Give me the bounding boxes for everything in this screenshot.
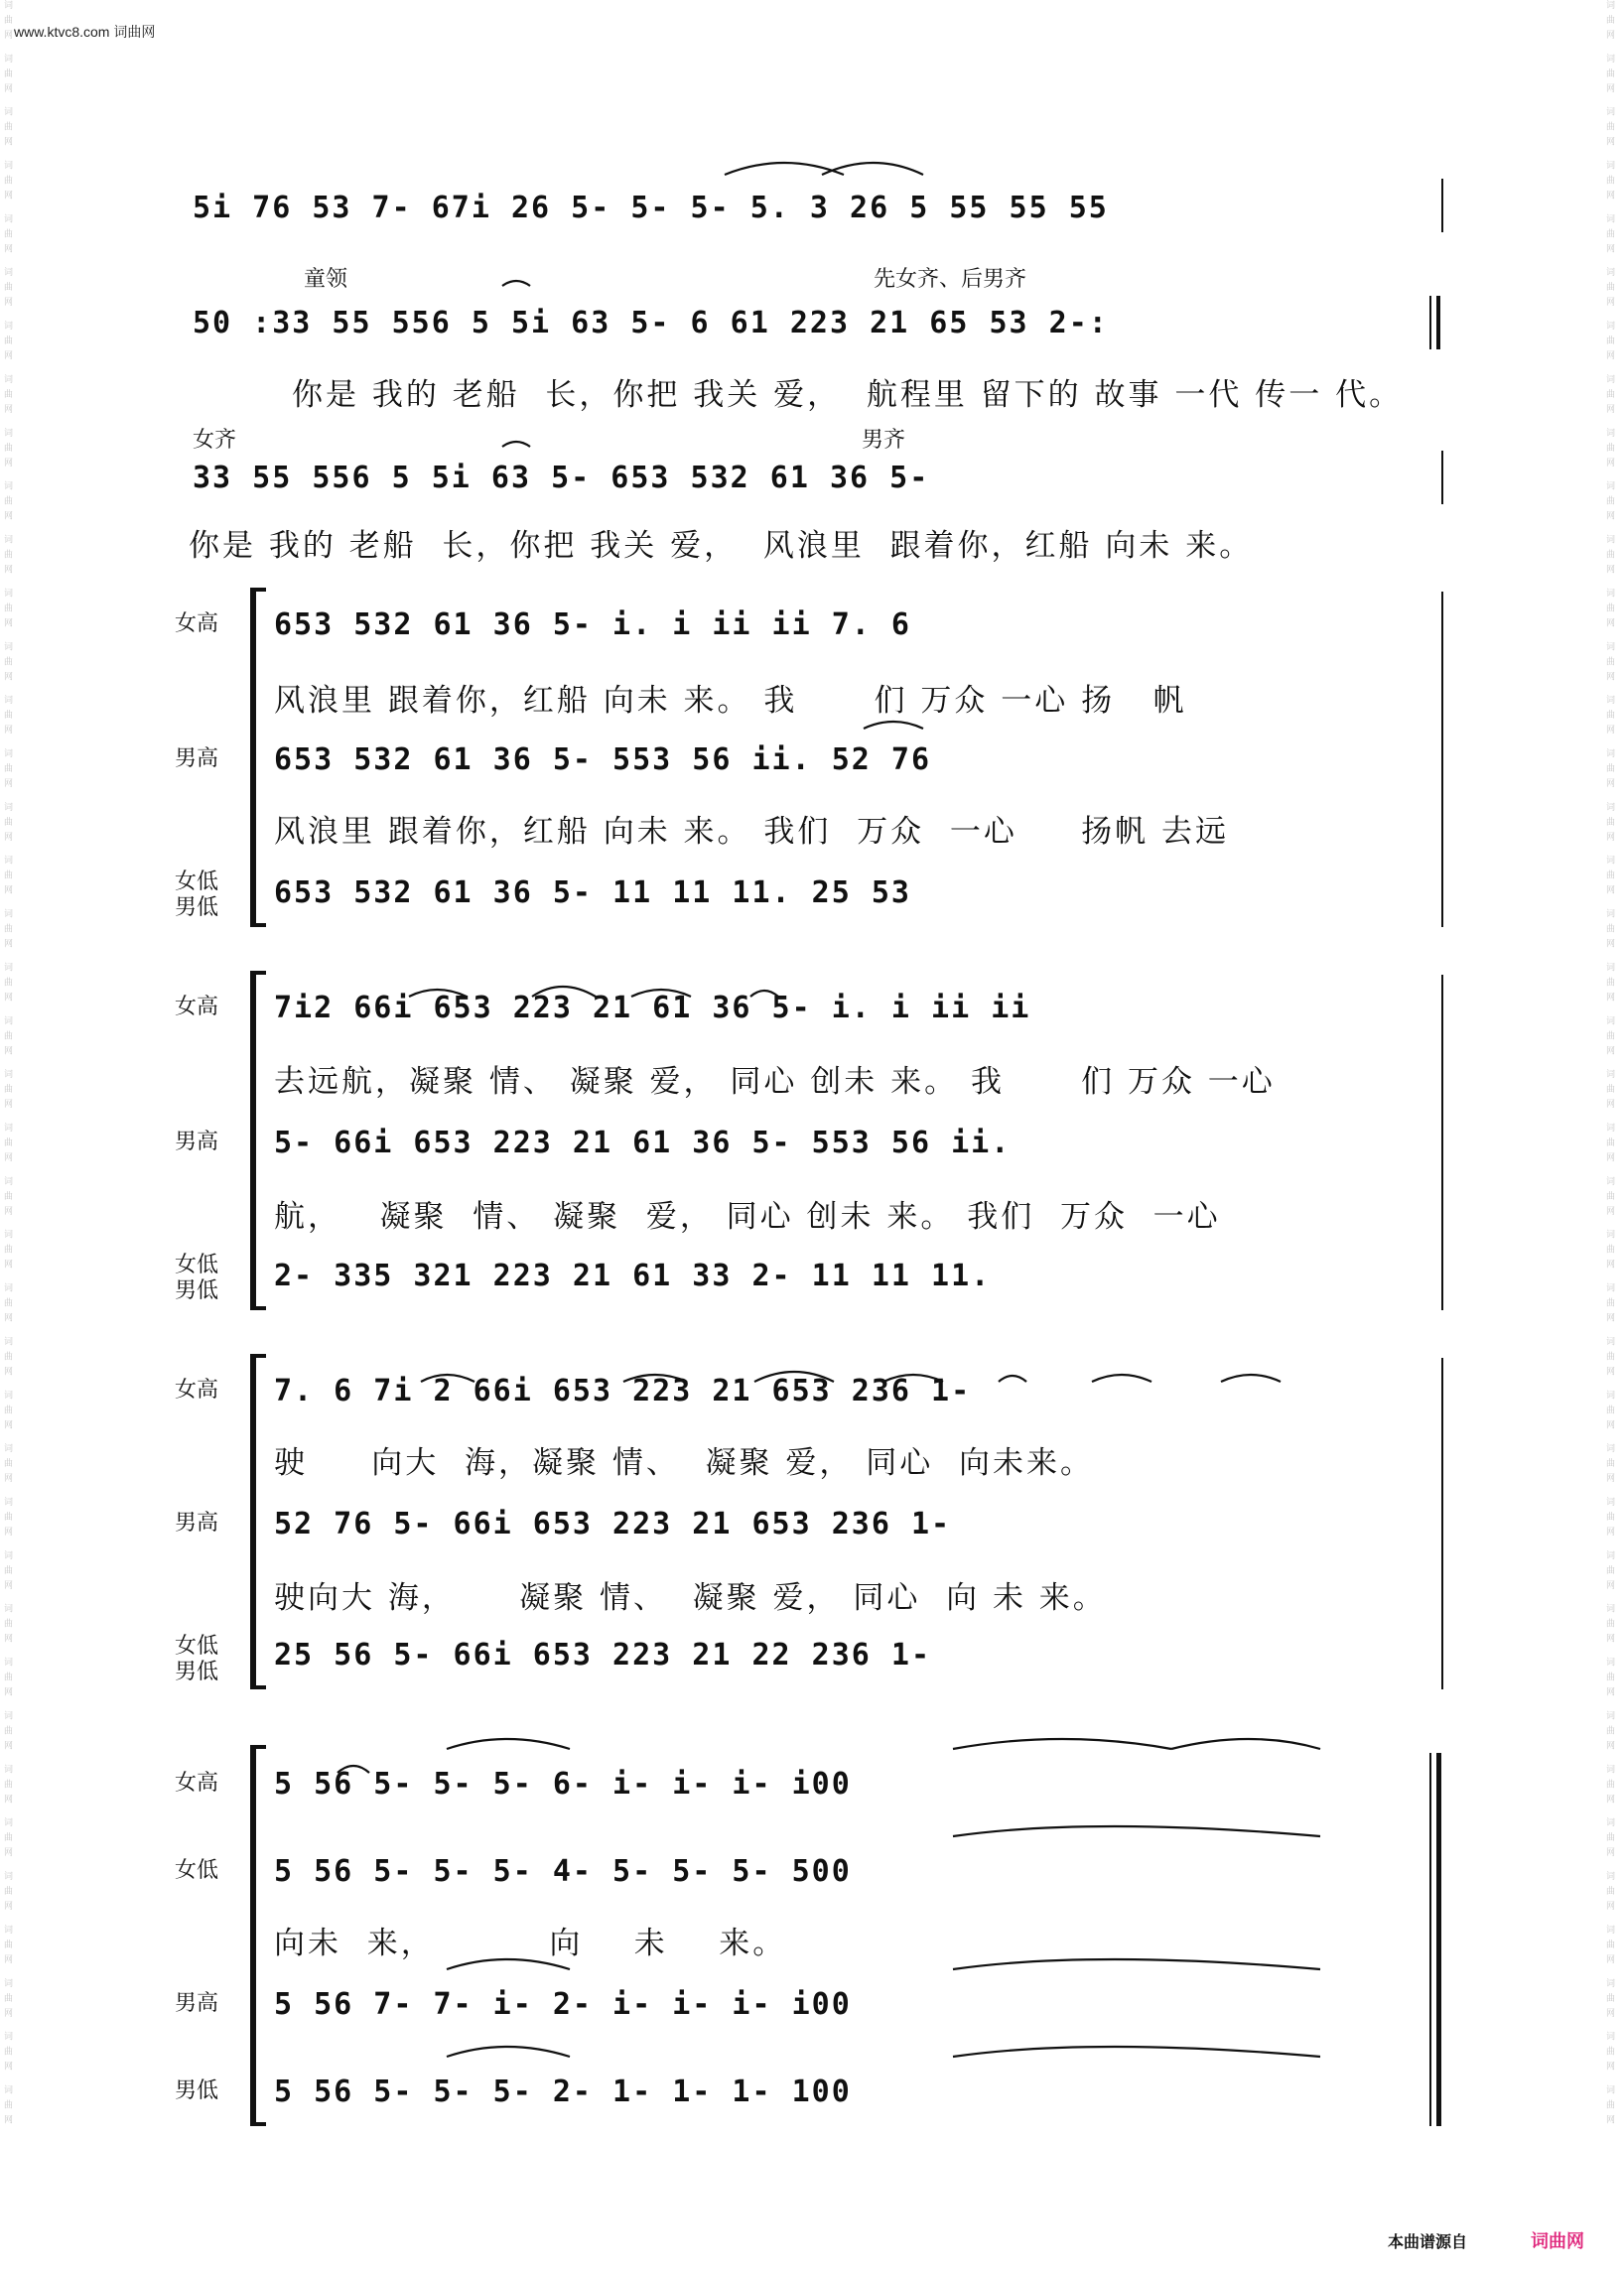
slur — [883, 1375, 943, 1382]
site-label: www.ktvc8.com 词曲网 — [14, 24, 156, 40]
system4-bass-notes: 5 56 5- 5- 5- 2- 1- 1- 1- 100 — [274, 2075, 852, 2109]
part-label: 男高 — [174, 1991, 218, 2016]
system3-alto-bass-notes: 25 56 5- 66i 653 223 21 22 236 1- — [274, 1638, 932, 1673]
slur — [338, 1766, 369, 1773]
system1-soprano-notes: 653 532 61 36 5- i. i ii ii 7. 6 — [274, 607, 911, 642]
slur — [1221, 1375, 1281, 1382]
part-label: 女低 男低 — [174, 1634, 218, 1684]
annotation-women-unison: 女齐 — [193, 428, 237, 453]
system2-tenor-notes: 5- 66i 653 223 21 61 36 5- 553 56 ii. — [274, 1126, 1012, 1160]
annotation-women-then-men: 先女齐、后男齐 — [874, 267, 1027, 292]
line2-lyrics: 你是 我的 老船 长，你把 我关 爱， 航程里 留下的 故事 一代 传一 代。 — [292, 377, 1404, 413]
annotation-men-unison: 男齐 — [862, 428, 906, 453]
slur — [1092, 1375, 1151, 1382]
part-label: 男低 — [174, 2078, 218, 2103]
part-label: 男高 — [174, 746, 218, 771]
watermark-text: 词曲网 词曲网 词曲网 词曲网 词曲网 词曲网 词曲网 词曲网 词曲网 词曲网 词曲网 词曲网 词曲网 词曲网 词曲网 词曲网 词曲网 词曲网 词曲网 词曲网 词曲网 词曲网 词曲网 词曲网 词曲网 词曲网 词曲网 词曲网 词曲网 词曲网 词曲网 词曲网 词曲网 词曲网 词曲网 词曲网 词曲网 词曲网 词曲网 词曲网 — [1604, 0, 1614, 2130]
slur — [953, 2047, 1320, 2057]
slur — [421, 1375, 474, 1382]
system3-soprano-notes: 7. 6 7i 2 66i 653 223 21 653 236 1- — [274, 1374, 972, 1408]
part-label: 女高 — [174, 1378, 218, 1403]
slur — [864, 722, 923, 729]
part-label: 女低 男低 — [174, 870, 218, 920]
system3-tenor-lyrics: 驶向大 海， 凝聚 情、 凝聚 爱， 同心 向 未 来。 — [274, 1580, 1107, 1616]
system2-alto-bass-notes: 2- 335 321 223 21 61 33 2- 11 11 11. — [274, 1259, 992, 1293]
slur — [532, 987, 596, 997]
system2-soprano-lyrics: 去远航，凝聚 情、 凝聚 爱， 同心 创未 来。 我 们 万众 一心 — [274, 1064, 1276, 1100]
slur — [502, 442, 530, 447]
line2-notes: 50 :33 55 556 5 5i 63 5- 6 61 223 21 65 53 2-: — [193, 306, 1109, 340]
slur — [953, 1739, 1171, 1749]
slur — [750, 991, 778, 997]
footer-source-text: 本曲谱源自 — [1388, 2232, 1468, 2251]
slur — [447, 1959, 570, 1969]
part-label: 男高 — [174, 1511, 218, 1536]
system2-tenor-lyrics: 航， 凝聚 情、 凝聚 爱， 同心 创未 来。 我们 万众 一心 — [274, 1199, 1221, 1235]
slur — [953, 1826, 1320, 1836]
slur — [447, 1739, 570, 1749]
slur — [1171, 1739, 1320, 1749]
part-label: 女高 — [174, 1771, 218, 1796]
slur — [409, 990, 467, 997]
part-label: 女低 男低 — [174, 1253, 218, 1303]
slur — [953, 1959, 1320, 1969]
slur — [502, 281, 530, 286]
system1-soprano-lyrics: 风浪里 跟着你，红船 向未 来。 我 们 万众 一心 扬 帆 — [274, 683, 1187, 719]
slur — [447, 2047, 570, 2057]
system3-soprano-lyrics: 驶 向大 海，凝聚 情、 凝聚 爱， 同心 向未来。 — [274, 1445, 1094, 1481]
system4-alto-notes: 5 56 5- 5- 5- 4- 5- 5- 5- 500 — [274, 1854, 852, 1889]
part-label: 女高 — [174, 611, 218, 636]
watermark-text: 词曲网 词曲网 词曲网 词曲网 词曲网 词曲网 词曲网 词曲网 词曲网 词曲网 词曲网 词曲网 词曲网 词曲网 词曲网 词曲网 词曲网 词曲网 词曲网 词曲网 词曲网 词曲网 词曲网 词曲网 词曲网 词曲网 词曲网 词曲网 词曲网 词曲网 词曲网 词曲网 词曲网 词曲网 词曲网 词曲网 词曲网 词曲网 词曲网 词曲网 — [2, 0, 12, 2130]
slur — [999, 1376, 1026, 1382]
part-label: 女低 — [174, 1858, 218, 1883]
slur — [754, 1372, 834, 1382]
intro-notes: 5i 76 53 7- 67i 26 5- 5- 5- 5. 3 26 5 55 55 55 — [193, 191, 1109, 225]
part-label: 男高 — [174, 1130, 218, 1154]
line3-notes: 33 55 556 5 5i 63 5- 653 532 61 36 5- — [193, 461, 930, 495]
slur — [623, 1375, 687, 1382]
system1-alto-bass-notes: 653 532 61 36 5- 11 11 11. 25 53 — [274, 875, 911, 910]
system1-tenor-lyrics: 风浪里 跟着你，红船 向未 来。 我们 万众 一心 扬帆 去远 — [274, 814, 1229, 850]
part-label: 女高 — [174, 995, 218, 1019]
annotation-child-lead: 童领 — [304, 267, 348, 292]
line3-lyrics: 你是 我的 老船 长，你把 我关 爱， 风浪里 跟着你，红船 向未 来。 — [189, 528, 1254, 564]
system1-tenor-notes: 653 532 61 36 5- 553 56 ii. 52 76 — [274, 742, 932, 777]
system4-tenor-notes: 5 56 7- 7- i- 2- i- i- i- i00 — [274, 1987, 852, 2022]
footer-brand-link[interactable]: 词曲网 — [1531, 2231, 1584, 2252]
system3-tenor-notes: 52 76 5- 66i 653 223 21 653 236 1- — [274, 1507, 952, 1541]
system4-soprano-notes: 5 56 5- 5- 5- 6- i- i- i- i00 — [274, 1767, 852, 1802]
slurs — [338, 163, 1320, 2057]
slur — [631, 990, 691, 997]
system2-soprano-notes: 7i2 66i 653 223 21 61 36 5- i. i ii ii — [274, 991, 1031, 1025]
system4-lyrics: 向未 来， 向 未 来。 — [274, 1926, 787, 1961]
